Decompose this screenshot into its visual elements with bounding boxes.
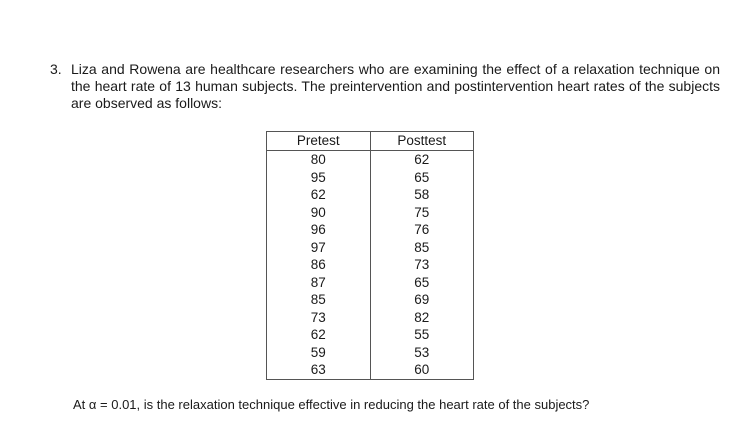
posttest-cell: 53 [370,344,474,362]
table-header-row [267,132,474,151]
problem-text: Liza and Rowena are healthcare researchers who are examining the effect of a relaxation technique on the heart rate of 13 human subjects. The preintervention and postintervention heart rates of the subjects are observed as follows: [71,61,720,111]
table-row [267,344,474,362]
pretest-cell: 80 [310,152,326,167]
problem-statement [50,61,720,112]
column-header-posttest: Posttest [370,132,474,151]
column-header-pretest: Pretest [267,132,371,151]
table-row [267,309,474,327]
pretest-cell: 87 [310,274,326,290]
table-row [267,361,474,379]
table-row [267,169,474,187]
posttest-cell: 76 [370,221,474,239]
table-row [267,291,474,309]
posttest-cell: 75 [370,204,474,222]
problem-number: 3. [50,61,62,77]
table-row [267,204,474,222]
posttest-cell: 65 [370,169,474,187]
posttest-cell: 55 [370,326,474,344]
pretest-cell: 96 [310,222,326,237]
table-row [267,151,474,169]
pretest-cell: 73 [310,309,326,325]
pretest-cell: 59 [310,344,326,360]
heart-rate-table [266,131,474,380]
table-row [267,221,474,239]
posttest-cell: 69 [370,291,474,309]
posttest-cell: 82 [370,309,474,327]
table-row [267,186,474,204]
table-row [267,256,474,274]
posttest-cell: 62 [370,151,474,169]
posttest-cell: 65 [370,274,474,292]
pretest-cell: 95 [310,169,326,185]
pretest-cell: 62 [310,327,326,342]
table-row [267,326,474,344]
pretest-cell: 86 [310,257,326,272]
posttest-cell: 60 [370,361,474,379]
pretest-cell: 90 [310,204,326,220]
pretest-cell: 97 [310,239,326,255]
posttest-cell: 85 [370,239,474,257]
table-row [267,274,474,292]
pretest-cell: 62 [310,187,326,202]
posttest-cell: 73 [370,256,474,274]
pretest-cell: 63 [310,362,326,377]
pretest-cell: 85 [310,292,326,307]
posttest-cell: 58 [370,186,474,204]
question-text: At α = 0.01, is the relaxation technique effective in reducing the heart rate of the subjects? [73,397,590,412]
table-row [267,239,474,257]
